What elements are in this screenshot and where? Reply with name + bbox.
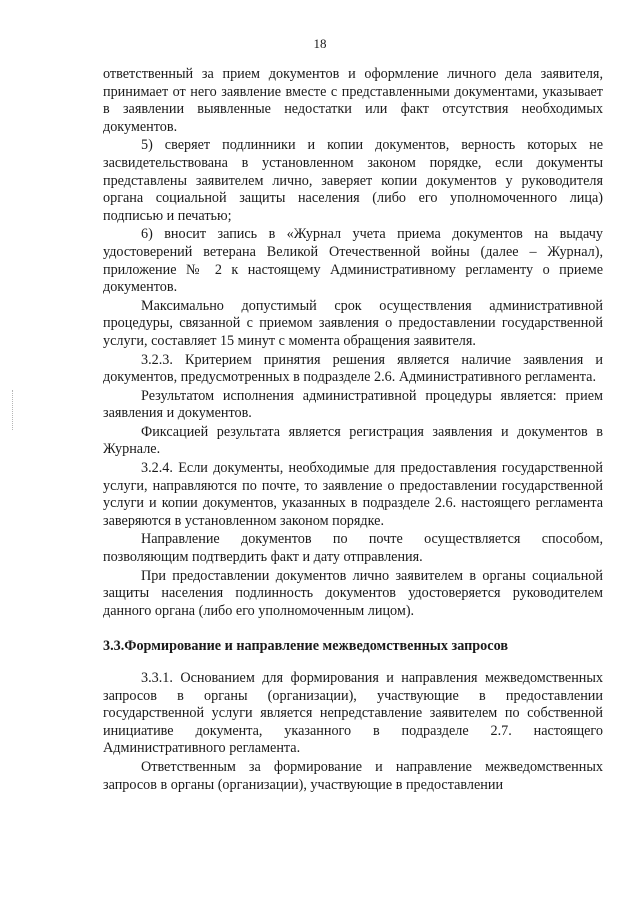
paragraph: 3.2.4. Если документы, необходимые для предоставления государственной услуги, направляются по почте, то заявление о предоставлении государственной услуги и копии документов, указанных в подразделе 2.6. настоящего регламента заверяются в установленном законом порядке. [103,460,603,529]
paragraph: Ответственным за формирование и направление межведомственных запросов в органы (организации), участвующие в предоставлении [103,758,603,793]
document-body [103,66,603,795]
margin-mark [12,390,14,430]
paragraph: ответственный за прием документов и оформление личного дела заявителя, принимает от него заявление вместе с представленными документами, указывает в заявлении выявленные недостатки или факт отсутствия необходимых документов. [103,66,603,135]
paragraph: При предоставлении документов лично заявителем в органы социальной защиты населения подлинность документов удостоверяется руководителем данного органа (либо его уполномоченным лицом). [103,567,603,619]
paragraph: Максимально допустимый срок осуществления административной процедуры, связанной с приемом заявления о предоставлении государственной услуги, составляет 15 минут с момента обращения заявителя. [103,297,603,349]
paragraph: 5) сверяет подлинники и копии документов, верность которых не засвидетельствована в установленном законом порядке, если документы представлены заявителем лично, заверяет копии документов у руководителя органа социальной защиты населения (либо его уполномоченного лица) подписью и печатью; [103,137,603,224]
paragraph: 3.3.1. Основанием для формирования и направления межведомственных запросов в органы (организации), участвующие в предоставлении государственной услуги является непредставление заявителем по собственной инициативе документа, указанного в подразделе 2.7. настоящего Административного регламента. [103,670,603,757]
paragraph: 3.2.3. Критерием принятия решения является наличие заявления и документов, предусмотренных в подразделе 2.6. Административного регламента. [103,351,603,386]
paragraph: 6) вносит запись в «Журнал учета приема документов на выдачу удостоверений ветерана Великой Отечественной войны (далее – Журнал), приложение № 2 к настоящему Административному регламенту о приеме документов. [103,226,603,296]
paragraph: Фиксацией результата является регистрация заявления и документов в Журнале. [103,423,603,458]
page-number: 18 [313,36,327,51]
paragraph: Направление документов по почте осуществляется способом, позволяющим подтвердить факт и дату отправления. [103,531,603,566]
paragraph: Результатом исполнения административной процедуры является: прием заявления и документов. [103,387,603,422]
section-heading: 3.3.Формирование и направление межведомственных запросов [103,638,508,655]
